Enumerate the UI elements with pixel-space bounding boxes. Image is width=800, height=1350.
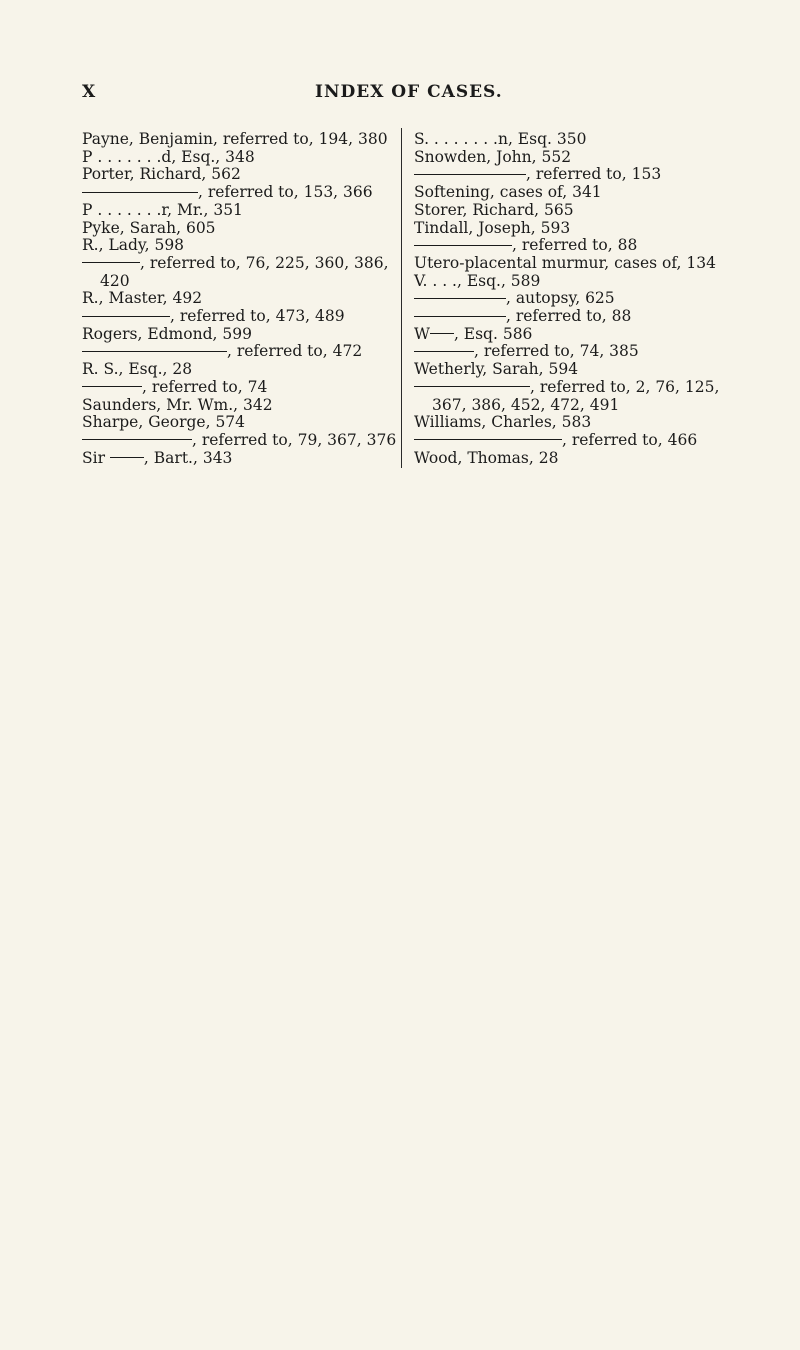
index-entry: , referred to, 472 [82,343,394,361]
ditto-dash [414,245,512,246]
index-entry-continuation: 367, 386, 452, 472, 491 [432,395,620,414]
index-entry: W , Esq. 586 [414,324,533,343]
ditto-dash [82,439,192,440]
ditto-dash [430,333,454,334]
index-entry: Rogers, Edmond, 599 [82,324,252,343]
index-entry: , referred to, 79, 367, 376 [82,432,394,450]
index-entry: S. . . . . . . .n, Esq. 350 [414,130,587,148]
page-header [0,82,800,106]
ditto-dash [414,386,530,387]
ditto-dash [110,457,144,458]
index-entry: , referred to, 88 [414,237,734,255]
index-entry: , referred to, 74, 385 [414,343,734,361]
index-entry-continuation: 420 [100,271,130,290]
ditto-dash [82,262,140,263]
index-entry: , referred to, 153 [414,166,734,184]
index-entry: R. S., Esq., 28 [82,360,193,379]
index-entry: Storer, Richard, 565 [414,200,574,219]
index-entry: Pyke, Sarah, 605 [82,218,216,237]
index-entry: , referred to, 74 [82,379,394,397]
index-entry: Williams, Charles, 583 [414,413,592,432]
index-entry: P . . . . . . .r, Mr., 351 [82,200,243,219]
ditto-dash [414,316,506,317]
page-letter: X [82,82,97,102]
index-entry: , referred to, 88 [414,308,734,326]
index-entry: Sharpe, George, 574 [82,413,246,432]
ditto-dash [82,351,227,352]
index-entry: Tindall, Joseph, 593 [414,218,571,237]
ditto-dash [414,174,526,175]
ditto-dash [414,351,474,352]
ditto-dash [82,192,198,193]
index-entry: , autopsy, 625 [414,290,734,308]
index-entry: Wetherly, Sarah, 594 [414,360,579,379]
index-entry: Sir , Bart., 343 [82,448,233,467]
ditto-dash [82,386,142,387]
index-entry: , referred to, 76, 225, 360, 386, [82,255,394,273]
page-title: INDEX OF CASES. [315,82,503,102]
index-entry: , referred to, 473, 489 [82,308,394,326]
index-entry: Utero-placental murmur, cases of, 134 [414,253,716,272]
ditto-dash [414,298,506,299]
index-entry: , referred to, 466 [414,432,734,450]
ditto-dash [82,316,170,317]
column-divider [401,128,402,468]
index-entry: Saunders, Mr. Wm., 342 [82,395,273,414]
index-column-right [414,131,734,467]
index-entry: P . . . . . . .d, Esq., 348 [82,147,255,166]
index-entry: R., Master, 492 [82,289,203,308]
ditto-dash [414,439,562,440]
index-entry: V. . . ., Esq., 589 [414,271,541,290]
index-entry: R., Lady, 598 [82,236,185,255]
index-entry: Snowden, John, 552 [414,147,572,166]
index-entry: Softening, cases of, 341 [414,183,602,202]
index-entry: , referred to, 153, 366 [82,184,394,202]
index-entry: Payne, Benjamin, referred to, 194, 380 [82,130,388,148]
index-entry: , referred to, 2, 76, 125, [414,379,734,397]
index-entry: Porter, Richard, 562 [82,165,241,184]
index-entry: Wood, Thomas, 28 [414,448,559,467]
index-column-left [82,130,397,467]
